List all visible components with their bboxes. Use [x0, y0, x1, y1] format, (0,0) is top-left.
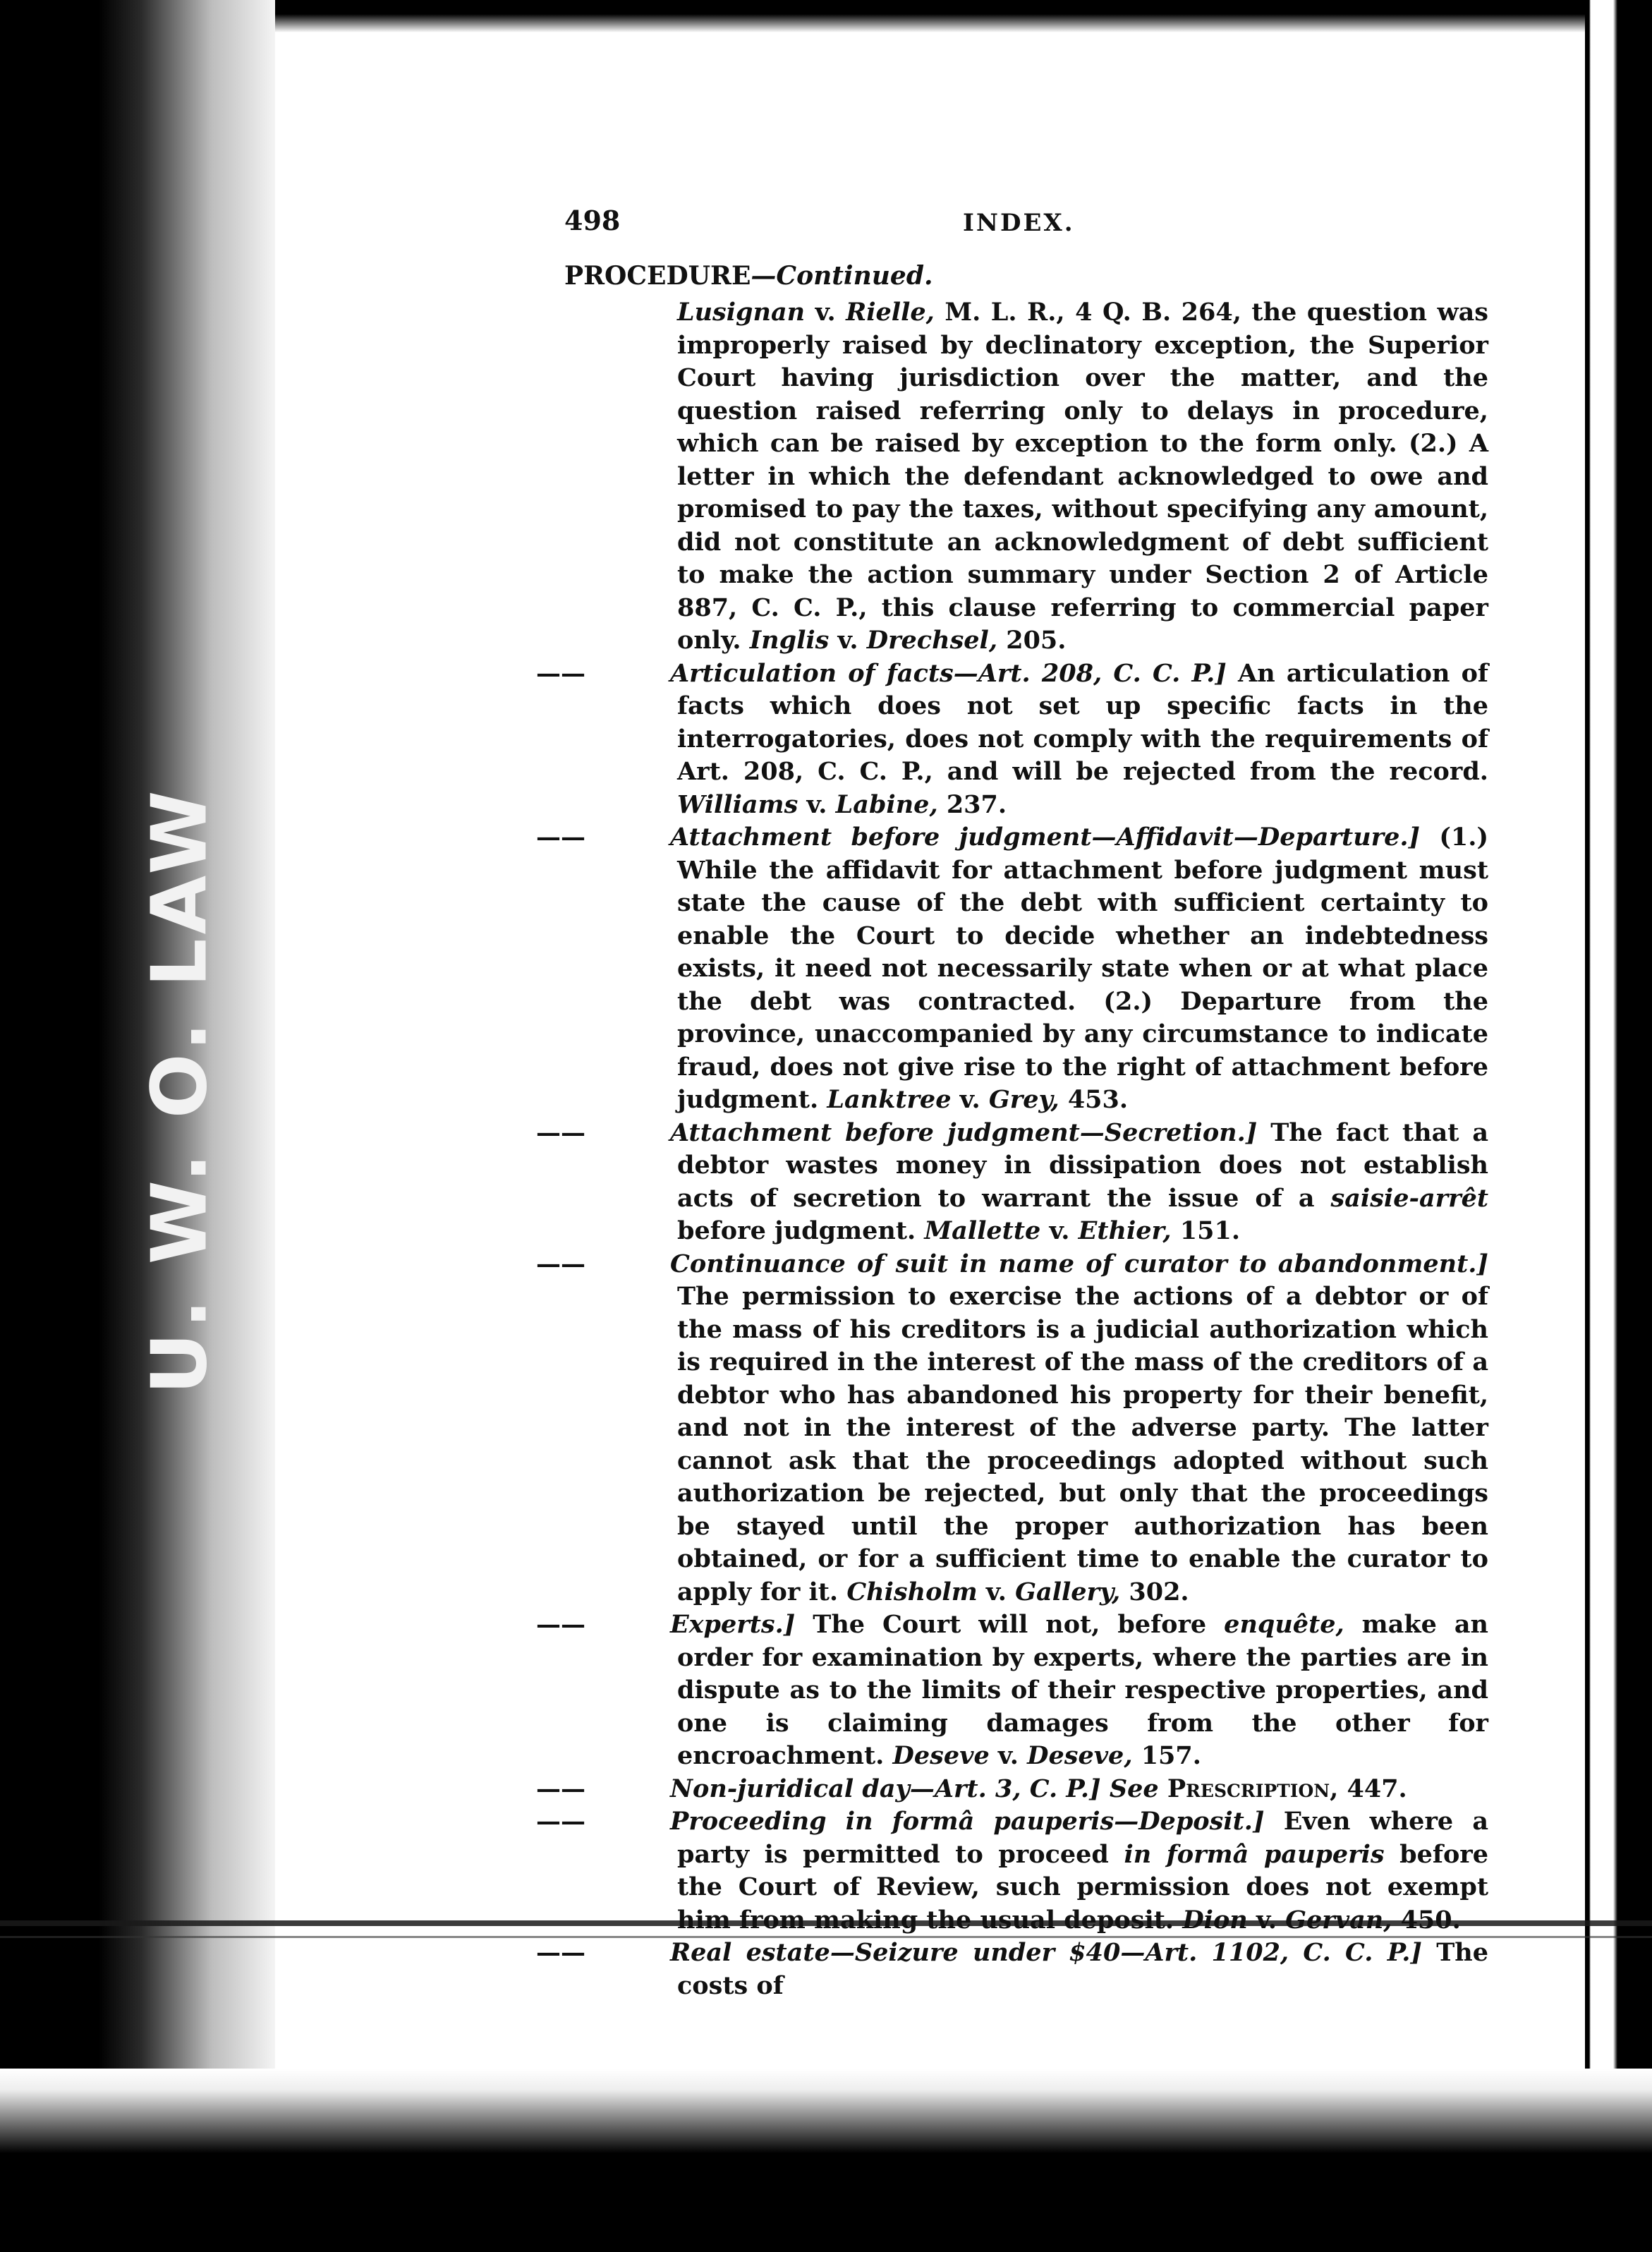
entry-case-name: Deseve [892, 1741, 990, 1770]
entry-text: v. [805, 298, 846, 327]
entry-dash: —— [536, 658, 585, 688]
entry-text: 151. [1171, 1216, 1241, 1245]
index-page [536, 205, 1489, 2002]
entry-case-name: Inglis [749, 626, 830, 655]
page-number: 498 [564, 205, 621, 236]
entry-case-name: Mallette [924, 1216, 1041, 1245]
scan-bottom-border [0, 2069, 1652, 2252]
index-entry [536, 1773, 1488, 1806]
section-continued: —Continued. [751, 261, 933, 291]
entry-text: 205. [997, 626, 1067, 655]
entry-text: v. [989, 1741, 1028, 1770]
entry-dash: —— [536, 1610, 585, 1639]
entry-text: v. [977, 1577, 1016, 1606]
library-stamp [130, 785, 229, 1395]
entry-text [1159, 1774, 1167, 1803]
entry-case-name: Labine, [835, 789, 938, 819]
entry-case-name: Deseve, [1027, 1741, 1133, 1770]
entry-case-name: saisie-arrêt [1330, 1183, 1488, 1213]
entry-text: v. [1040, 1216, 1079, 1245]
section-heading [564, 260, 1488, 292]
entry-case-name: in formâ pauperis [1124, 1839, 1385, 1869]
entry-dash: —— [536, 1774, 585, 1803]
entry-text: The fact that a debtor wastes money in dissipation does not establish acts of secretion to warrant the issue of a [677, 1118, 1488, 1213]
entry-text: v. [951, 1085, 989, 1114]
entry-text: v. [798, 789, 836, 819]
library-stamp-text: U. W. O. LAW [135, 785, 224, 1395]
entry-dash: —— [536, 823, 585, 852]
entry-text: 237. [937, 789, 1007, 819]
scan-right-border [1585, 0, 1652, 2252]
entry-title: Non-juridical day—Art. 3, C. P.] [670, 1774, 1101, 1803]
entry-text: An articulation of facts which does not set up specific facts in the interrogatories, does not comply with the requirements of Art. 208, C. C. P., and will be rejected from the record. [677, 658, 1488, 786]
entry-text: The permission to exercise the actions of a debtor or of the mass of his creditors is a judicial authorization which is required in the interest of the mass of the creditors of a debtor who has abandoned his property for their benefit, and not in the interest of the adverse party. The latter cannot ask that the proceedings adopted without such authorization be rejected, but only that the proceedings be stayed until the proper authorization has been obtained, or for a sufficient time to enable the curator to apply for it. [677, 1282, 1488, 1606]
entry-text: 453. [1059, 1085, 1129, 1114]
index-entry [536, 821, 1489, 1117]
entry-title: Articulation of facts—Art. 208, C. C. P.] [670, 658, 1227, 688]
entry-case-name: enquête, [1224, 1610, 1344, 1639]
entry-title: Real estate—Seizure under $40—Art. 1102, C. C. P.] [670, 1938, 1422, 1967]
index-entry [536, 1117, 1488, 1248]
running-title: INDEX. [963, 209, 1075, 237]
entry-text [1101, 1774, 1110, 1803]
entry-title: Continuance of suit in name of curator to abandonment.] [670, 1249, 1488, 1278]
index-entry [536, 1805, 1488, 1937]
entry-case-name: Grey, [988, 1085, 1059, 1114]
entry-text: v. [829, 626, 867, 655]
entry-case-name: See [1109, 1774, 1159, 1803]
entry-case-name: Williams [677, 789, 798, 819]
entry-case-name: Gervan, [1285, 1905, 1392, 1935]
entry-text: The costs of [677, 1938, 1488, 2000]
entry-text: (1.) While the affidavit for attachment before judgment must state the cause of the debt with sufficient certainty to enable the Court to decide whether an indebtedness exists, it need not necessarily state when or at what place the debt was contracted. (2.) Departure from the province, unaccompanied by any circumstance to indicate fraud, does not give rise to the right of attachment before judgment. [677, 823, 1489, 1114]
entry-text: v. [1247, 1905, 1286, 1935]
index-entry [564, 296, 1488, 658]
page-header [564, 205, 1488, 247]
index-entry [536, 658, 1488, 822]
entry-title: Attachment before judgment—Secretion.] [670, 1118, 1258, 1147]
index-entry [536, 1248, 1488, 1609]
entry-case-name: Gallery, [1015, 1577, 1121, 1606]
entry-case-name: Drechsel, [866, 626, 998, 655]
entry-case-name: Chisholm [846, 1577, 978, 1606]
index-entries [536, 296, 1489, 2002]
entry-dash: —— [536, 1807, 585, 1836]
entry-text: 450. [1392, 1905, 1461, 1935]
entry-text: before the Court of Review, such permission does not exempt him from making the usual deposit. [677, 1839, 1488, 1935]
entry-text: Prescription, [1167, 1774, 1339, 1803]
entry-text: Even where a party is permitted to proceed [677, 1807, 1488, 1869]
entry-case-name: Rielle, [846, 298, 935, 327]
entry-dash: —— [536, 1118, 585, 1147]
index-entry [536, 1609, 1488, 1773]
entry-text: 447. [1338, 1774, 1407, 1803]
entry-text: make an order for examination by experts, where the parties are in dispute as to the limits of their respective properties, and one is claiming damages from the other for encroachment. [677, 1610, 1488, 1770]
entry-case-name: Ethier, [1078, 1216, 1172, 1245]
entry-text: 302. [1120, 1577, 1189, 1606]
entry-title: Proceeding in formâ pauperis—Deposit.] [670, 1807, 1265, 1836]
entry-dash: —— [536, 1249, 585, 1278]
entry-text: M. L. R., 4 Q. B. 264, the question was improperly raised by declinatory exception, the Superior Court having jurisdiction over the matter, and the question raised referring only to delays in procedure, which can be raised by exception to the form only. (2.) A letter in which the defendant acknowledged to owe and promised to pay the taxes, without specifying any amount, did not constitute an acknowledgment of debt sufficient to make the action summary under Section 2 of Article 887, C. C. P., this clause referring to commercial paper only. [677, 298, 1488, 655]
entry-text: 157. [1132, 1741, 1201, 1770]
entry-case-name: Lanktree [827, 1085, 952, 1114]
index-entry [536, 1937, 1488, 2002]
entry-title: Attachment before judgment—Affidavit—Departure.] [670, 823, 1421, 852]
section-heading-text: PROCEDURE [564, 261, 751, 291]
entry-text: The Court will not, before [795, 1610, 1225, 1639]
entry-title: Experts.] [670, 1610, 796, 1639]
entry-case-name: Lusignan [677, 298, 806, 327]
entry-dash: —— [536, 1938, 585, 1967]
entry-text: before judgment. [677, 1216, 925, 1245]
entry-case-name: Dion [1182, 1905, 1248, 1935]
